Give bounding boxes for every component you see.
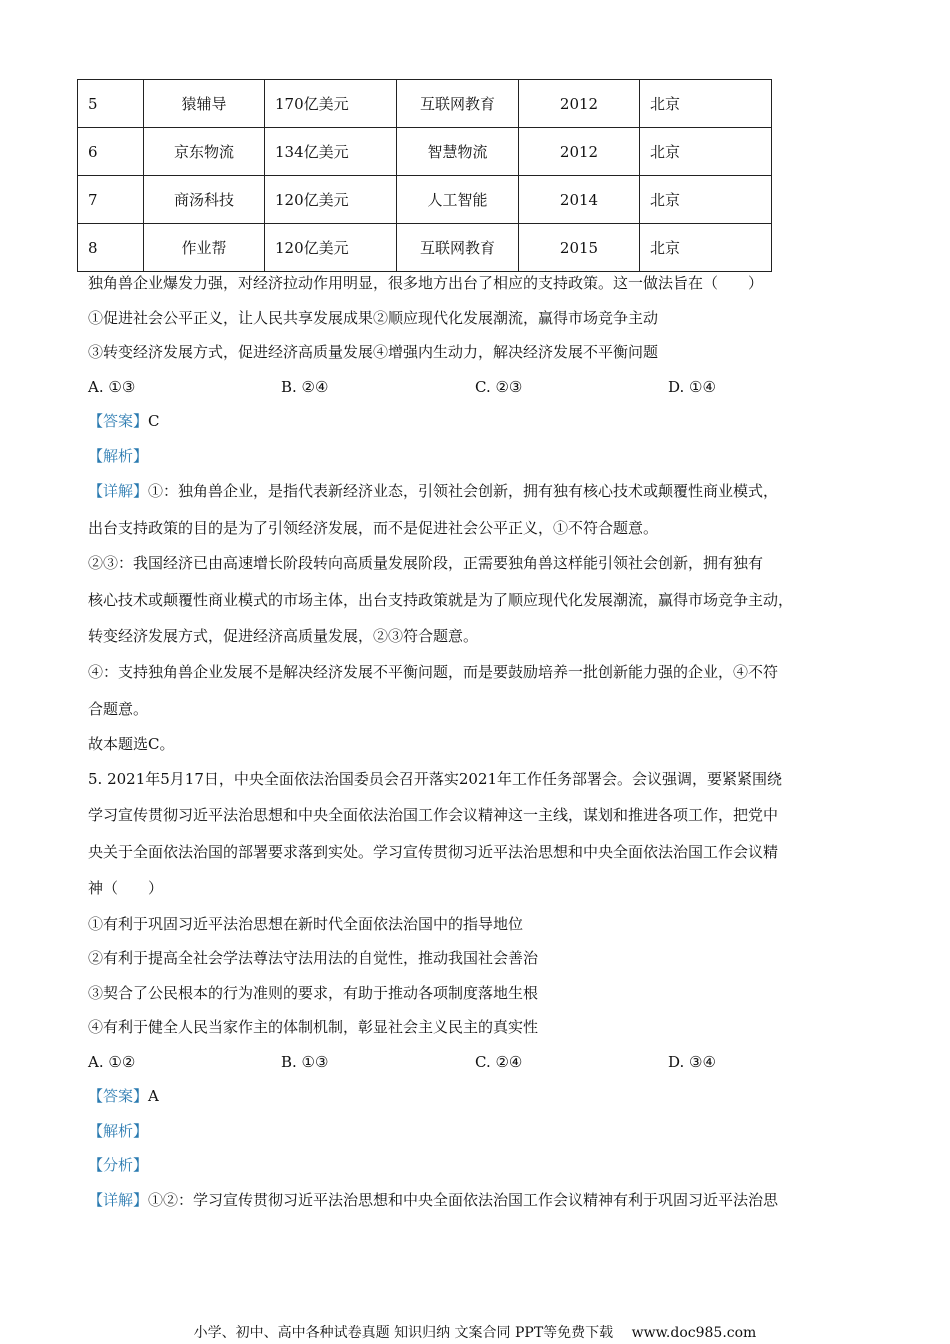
industry-cell: 互联网教育 — [397, 80, 519, 128]
table-row — [78, 80, 772, 128]
q5-statement-3: ③契合了公民根本的行为准则的要求，有助于推动各项制度落地生根 — [88, 984, 539, 1002]
q5-option-a: A. ①② — [88, 1053, 136, 1071]
detail-tag: 【详解】 — [88, 482, 149, 500]
q5-option-b: B. ①③ — [281, 1053, 329, 1071]
detail-tag: 【详解】 — [88, 1191, 149, 1209]
analysis-tag: 【解析】 — [88, 447, 149, 465]
q5-line-3: 央关于全面依法治国的部署要求落到实处。学习宣传贯彻习近平法治思想和中央全面依法治国工作会议精 — [88, 843, 779, 861]
q4-answer — [88, 411, 160, 431]
q4-detail-7: 合题意。 — [88, 700, 149, 718]
industry-cell: 人工智能 — [397, 176, 519, 224]
q5-line-2: 学习宣传贯彻习近平法治思想和中央全面依法治国工作会议精神这一主线，谋划和推进各项工作，把党中 — [88, 806, 779, 824]
company-cell: 京东物流 — [144, 128, 265, 176]
q4-detail-5: 转变经济发展方式，促进经济高质量发展，②③符合题意。 — [88, 627, 479, 645]
q4-detail-1 — [88, 481, 778, 501]
valuation-cell: 170亿美元 — [265, 80, 397, 128]
q4-detail-6: ④：支持独角兽企业发展不是解决经济发展不平衡问题，而是要鼓励培养一批创新能力强的企业，④不符 — [88, 663, 779, 681]
city-cell: 北京 — [640, 128, 772, 176]
rank-cell: 6 — [78, 128, 144, 176]
answer-value: A — [148, 1087, 159, 1105]
q4-option-b: B. ②④ — [281, 378, 329, 396]
valuation-cell: 120亿美元 — [265, 176, 397, 224]
rank-cell: 7 — [78, 176, 144, 224]
table-row — [78, 176, 772, 224]
unicorn-table — [77, 79, 772, 272]
answer-tag: 【答案】 — [88, 1087, 149, 1105]
q5-detail-1 — [88, 1190, 778, 1210]
q5-statement-2: ②有利于提高全社会学法尊法守法用法的自觉性，推动我国社会善治 — [88, 949, 539, 967]
table-row — [78, 224, 772, 272]
valuation-cell: 120亿美元 — [265, 224, 397, 272]
q5-statement-1: ①有利于巩固习近平法治思想在新时代全面依法治国中的指导地位 — [88, 915, 524, 933]
year-cell: 2012 — [519, 80, 640, 128]
answer-tag: 【答案】 — [88, 412, 149, 430]
industry-cell: 互联网教育 — [397, 224, 519, 272]
city-cell: 北京 — [640, 176, 772, 224]
q5-fenxi-tag — [88, 1155, 148, 1175]
rank-cell: 5 — [78, 80, 144, 128]
answer-value: C — [148, 412, 160, 430]
q5-answer — [88, 1086, 159, 1106]
q5-analysis-tag — [88, 1121, 148, 1141]
company-cell: 猿辅导 — [144, 80, 265, 128]
detail-text: ①：独角兽企业，是指代表新经济业态，引领社会创新，拥有独有核心技术或颠覆性商业模式， — [148, 482, 779, 500]
q4-detail-2: 出台支持政策的目的是为了引领经济发展，而不是促进社会公平正义，①不符合题意。 — [88, 519, 659, 537]
q4-statement-1-2: ①促进社会公平正义，让人民共享发展成果②顺应现代化发展潮流，赢得市场竞争主动 — [88, 309, 659, 327]
table-row — [78, 128, 772, 176]
q4-conclusion: 故本题选C。 — [88, 735, 175, 753]
page-footer: 小学、初中、高中各种试卷真题 知识归纳 文案合同 PPT等免费下载 www.doc985.com — [193, 1325, 757, 1341]
q5-option-c: C. ②④ — [475, 1053, 523, 1071]
q5-line-4: 神（ ） — [88, 879, 164, 897]
q4-analysis-tag — [88, 446, 148, 466]
q4-option-a: A. ①③ — [88, 378, 136, 396]
q4-stem: 独角兽企业爆发力强，对经济拉动作用明显，很多地方出台了相应的支持政策。这一做法旨在（ ） — [88, 274, 764, 292]
q5-statement-4: ④有利于健全人民当家作主的体制机制，彰显社会主义民主的真实性 — [88, 1018, 539, 1036]
q4-option-d: D. ①④ — [668, 378, 716, 396]
year-cell: 2015 — [519, 224, 640, 272]
fenxi-tag: 【分析】 — [88, 1156, 149, 1174]
year-cell: 2014 — [519, 176, 640, 224]
city-cell: 北京 — [640, 224, 772, 272]
rank-cell: 8 — [78, 224, 144, 272]
analysis-tag: 【解析】 — [88, 1122, 149, 1140]
detail-text: ①②：学习宣传贯彻习近平法治思想和中央全面依法治国工作会议精神有利于巩固习近平法治思 — [148, 1191, 779, 1209]
city-cell: 北京 — [640, 80, 772, 128]
year-cell: 2012 — [519, 128, 640, 176]
valuation-cell: 134亿美元 — [265, 128, 397, 176]
q4-option-c: C. ②③ — [475, 378, 523, 396]
company-cell: 商汤科技 — [144, 176, 265, 224]
company-cell: 作业帮 — [144, 224, 265, 272]
industry-cell: 智慧物流 — [397, 128, 519, 176]
q5-option-d: D. ③④ — [668, 1053, 716, 1071]
q5-line-1: 5. 2021年5月17日，中央全面依法治国委员会召开落实2021年工作任务部署会。会议强调，要紧紧围绕 — [88, 770, 783, 788]
q4-statement-3-4: ③转变经济发展方式，促进经济高质量发展④增强内生动力，解决经济发展不平衡问题 — [88, 343, 659, 361]
q4-detail-4: 核心技术或颠覆性商业模式的市场主体，出台支持政策就是为了顺应现代化发展潮流，赢得市场竞争主动， — [88, 591, 794, 609]
q4-detail-3: ②③：我国经济已由高速增长阶段转向高质量发展阶段，正需要独角兽这样能引领社会创新，拥有独有 — [88, 554, 764, 572]
